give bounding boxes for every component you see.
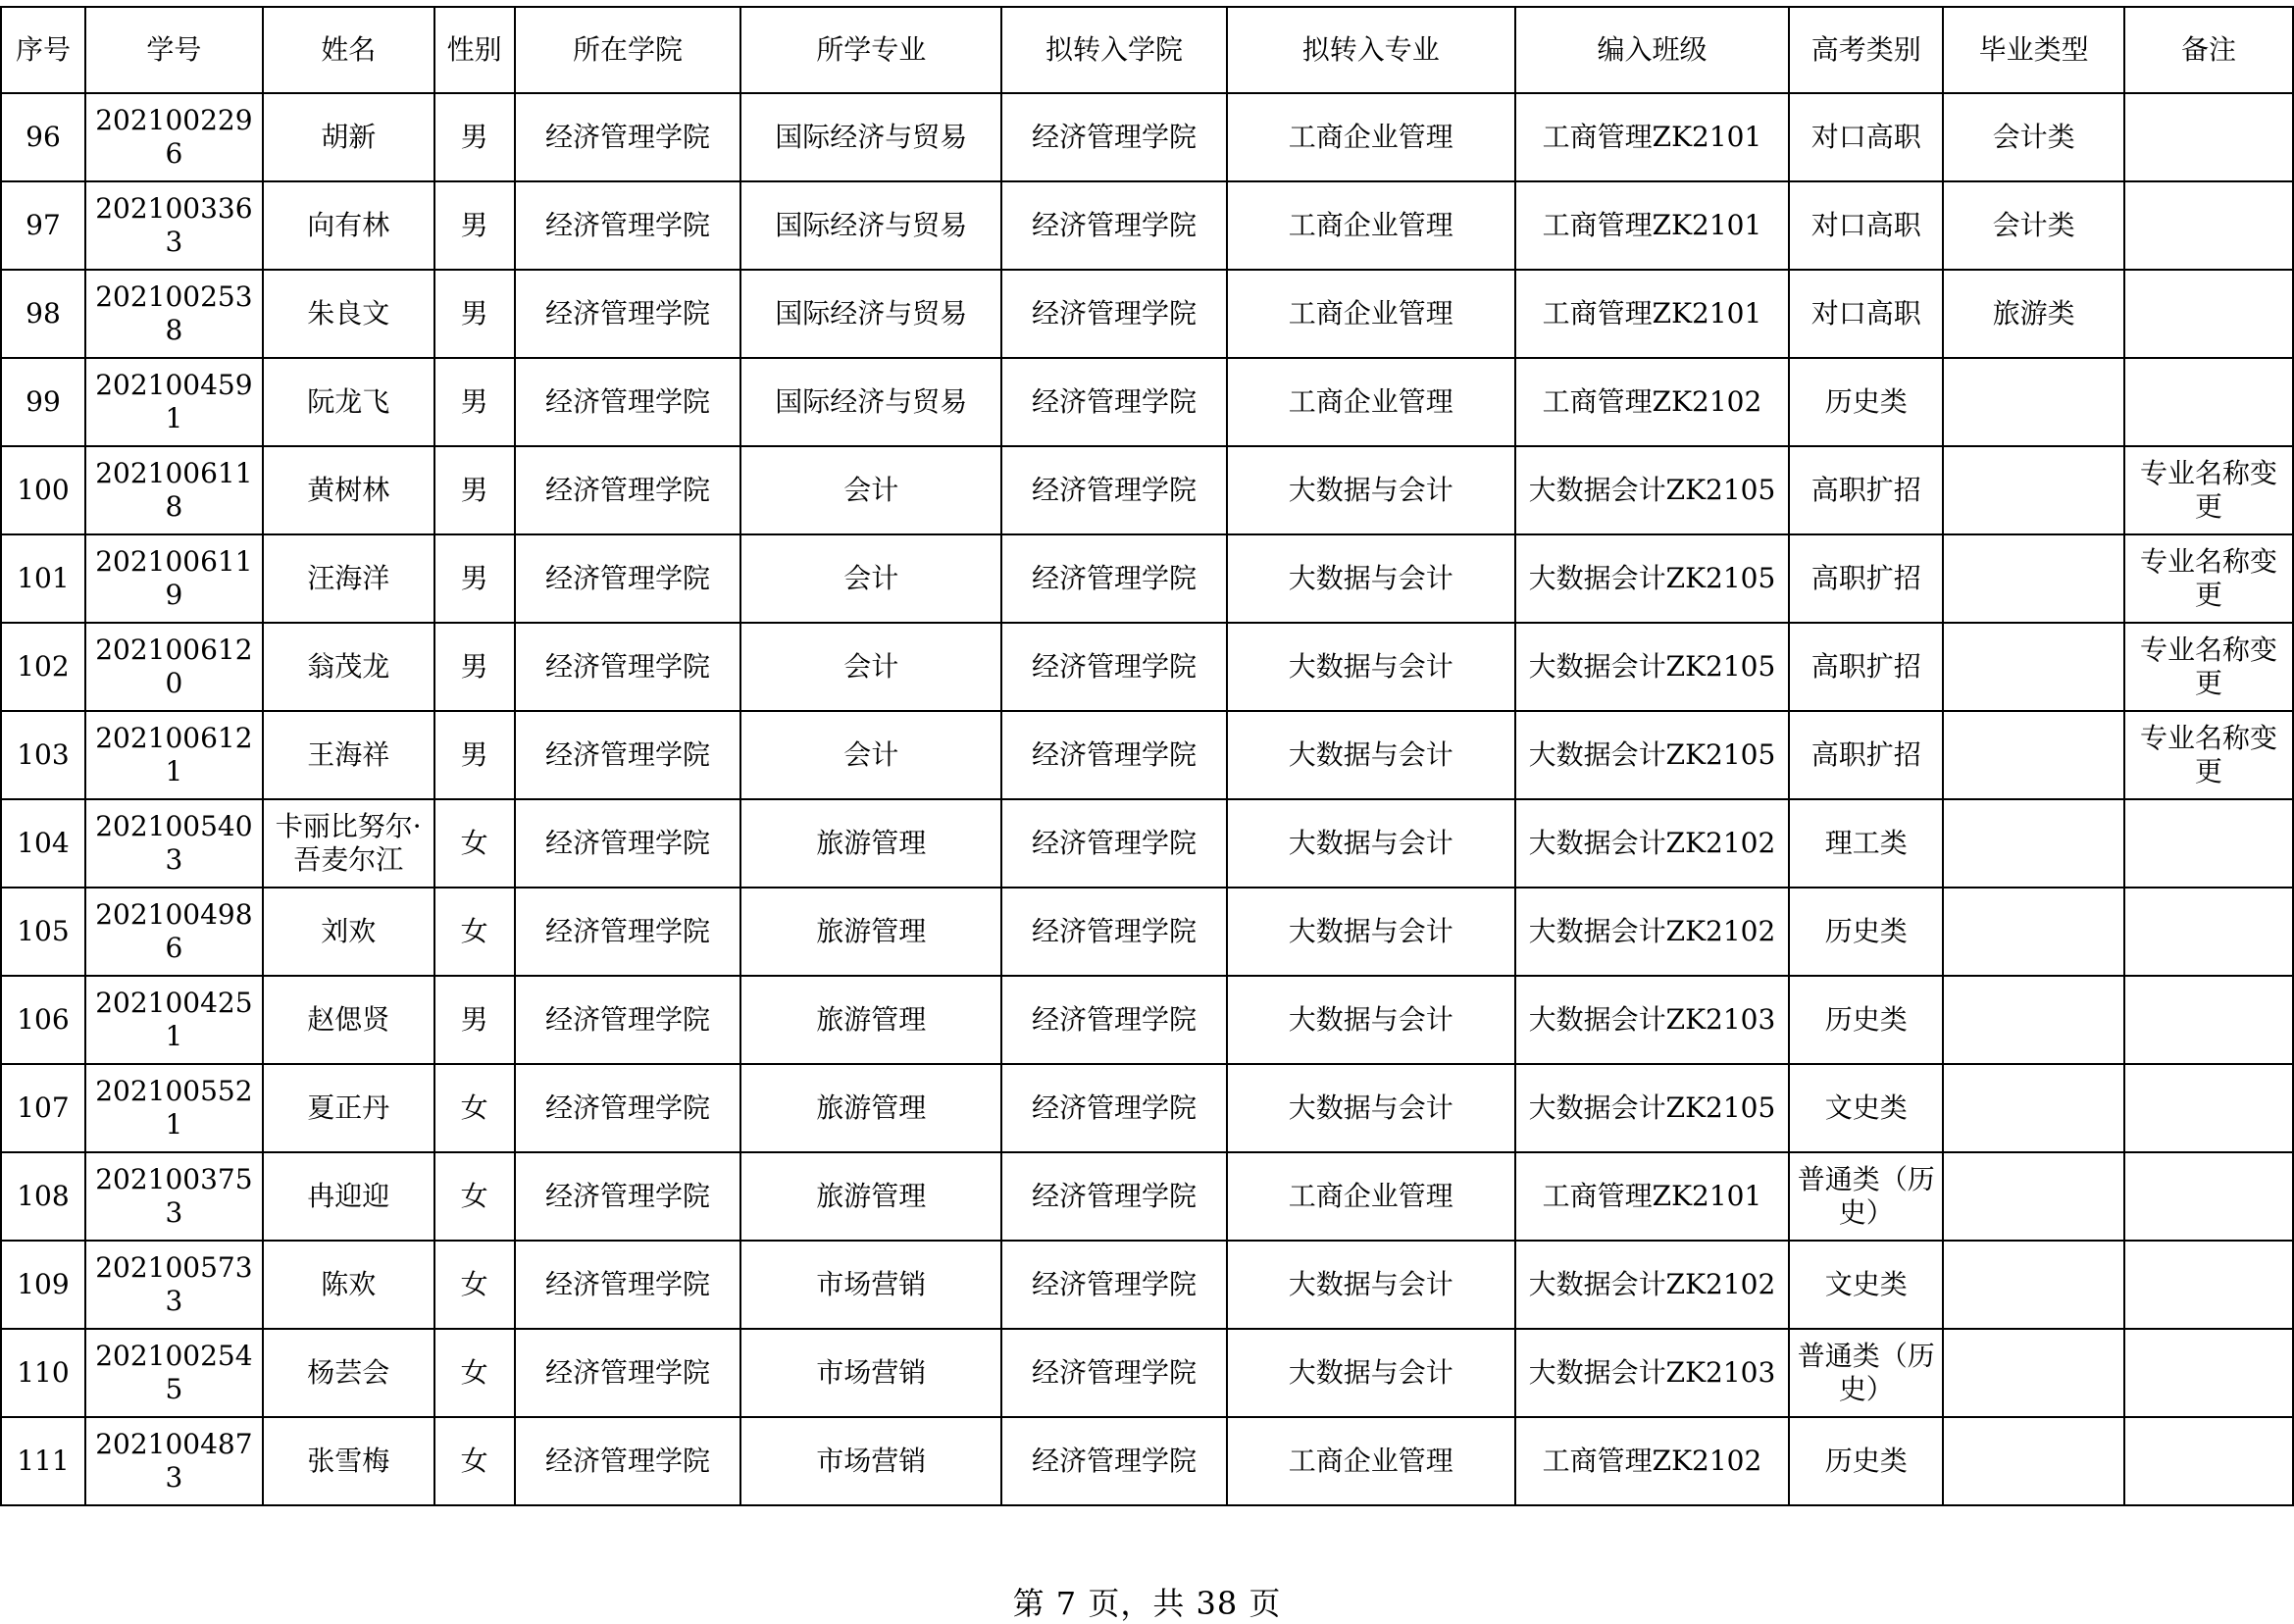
cell-gender: 男 [434, 358, 515, 446]
cell-assigned-class: 大数据会计ZK2105 [1515, 534, 1790, 623]
cell-index: 101 [1, 534, 85, 623]
header-cell-target-college: 拟转入学院 [1001, 7, 1227, 93]
cell-index: 110 [1, 1329, 85, 1417]
cell-target-college: 经济管理学院 [1001, 270, 1227, 358]
cell-index: 97 [1, 181, 85, 270]
cell-gender: 女 [434, 1417, 515, 1505]
cell-current-college: 经济管理学院 [515, 1152, 741, 1241]
cell-student-id: 2021003363 [85, 181, 263, 270]
cell-exam-category: 历史类 [1789, 358, 1943, 446]
cell-target-major: 大数据与会计 [1227, 711, 1515, 799]
cell-target-college: 经济管理学院 [1001, 976, 1227, 1064]
cell-remarks [2124, 799, 2293, 888]
header-cell-gender: 性别 [434, 7, 515, 93]
cell-exam-category: 普通类（历史） [1789, 1152, 1943, 1241]
cell-gender: 男 [434, 270, 515, 358]
cell-name: 刘欢 [263, 888, 434, 976]
table-row [1, 976, 2293, 1064]
cell-index: 109 [1, 1241, 85, 1329]
cell-gender: 女 [434, 888, 515, 976]
cell-remarks: 专业名称变更 [2124, 446, 2293, 534]
cell-target-major: 大数据与会计 [1227, 976, 1515, 1064]
cell-remarks [2124, 93, 2293, 181]
cell-graduation-type [1943, 623, 2124, 711]
cell-target-major: 大数据与会计 [1227, 799, 1515, 888]
cell-student-id: 2021005403 [85, 799, 263, 888]
cell-index: 104 [1, 799, 85, 888]
cell-current-major: 旅游管理 [740, 1064, 1001, 1152]
cell-student-id: 2021004873 [85, 1417, 263, 1505]
cell-current-major: 旅游管理 [740, 1152, 1001, 1241]
cell-current-major: 会计 [740, 711, 1001, 799]
cell-graduation-type [1943, 1241, 2124, 1329]
cell-assigned-class: 大数据会计ZK2102 [1515, 888, 1790, 976]
cell-current-college: 经济管理学院 [515, 93, 741, 181]
cell-current-college: 经济管理学院 [515, 976, 741, 1064]
cell-name: 朱良文 [263, 270, 434, 358]
cell-assigned-class: 大数据会计ZK2102 [1515, 799, 1790, 888]
cell-graduation-type [1943, 446, 2124, 534]
cell-exam-category: 文史类 [1789, 1241, 1943, 1329]
cell-name: 杨芸会 [263, 1329, 434, 1417]
cell-remarks [2124, 270, 2293, 358]
cell-current-major: 旅游管理 [740, 976, 1001, 1064]
cell-current-major: 国际经济与贸易 [740, 93, 1001, 181]
cell-current-major: 旅游管理 [740, 799, 1001, 888]
cell-gender: 男 [434, 181, 515, 270]
cell-current-college: 经济管理学院 [515, 534, 741, 623]
header-cell-current-college: 所在学院 [515, 7, 741, 93]
cell-assigned-class: 工商管理ZK2101 [1515, 270, 1790, 358]
cell-assigned-class: 工商管理ZK2102 [1515, 358, 1790, 446]
cell-student-id: 2021004591 [85, 358, 263, 446]
cell-graduation-type [1943, 799, 2124, 888]
cell-gender: 女 [434, 1329, 515, 1417]
cell-target-major: 大数据与会计 [1227, 446, 1515, 534]
cell-current-college: 经济管理学院 [515, 1064, 741, 1152]
cell-current-major: 会计 [740, 623, 1001, 711]
cell-gender: 女 [434, 1241, 515, 1329]
cell-target-college: 经济管理学院 [1001, 888, 1227, 976]
cell-assigned-class: 大数据会计ZK2105 [1515, 623, 1790, 711]
cell-graduation-type: 会计类 [1943, 181, 2124, 270]
cell-exam-category: 普通类（历史） [1789, 1329, 1943, 1417]
cell-target-major: 工商企业管理 [1227, 270, 1515, 358]
cell-target-college: 经济管理学院 [1001, 93, 1227, 181]
cell-name: 胡新 [263, 93, 434, 181]
cell-current-major: 市场营销 [740, 1329, 1001, 1417]
cell-graduation-type [1943, 534, 2124, 623]
table-row [1, 358, 2293, 446]
cell-exam-category: 对口高职 [1789, 270, 1943, 358]
table-row [1, 1064, 2293, 1152]
cell-name: 王海祥 [263, 711, 434, 799]
table-row [1, 888, 2293, 976]
cell-student-id: 2021002538 [85, 270, 263, 358]
cell-student-id: 2021006120 [85, 623, 263, 711]
cell-gender: 女 [434, 1064, 515, 1152]
cell-name: 陈欢 [263, 1241, 434, 1329]
cell-name: 张雪梅 [263, 1417, 434, 1505]
header-cell-current-major: 所学专业 [740, 7, 1001, 93]
cell-target-major: 大数据与会计 [1227, 1064, 1515, 1152]
cell-student-id: 2021006118 [85, 446, 263, 534]
cell-remarks [2124, 181, 2293, 270]
table-row [1, 711, 2293, 799]
cell-target-college: 经济管理学院 [1001, 799, 1227, 888]
table-row [1, 623, 2293, 711]
cell-current-college: 经济管理学院 [515, 799, 741, 888]
cell-gender: 男 [434, 976, 515, 1064]
cell-target-major: 大数据与会计 [1227, 623, 1515, 711]
cell-exam-category: 高职扩招 [1789, 446, 1943, 534]
table-row [1, 270, 2293, 358]
cell-remarks [2124, 1152, 2293, 1241]
cell-exam-category: 历史类 [1789, 888, 1943, 976]
cell-index: 100 [1, 446, 85, 534]
cell-exam-category: 对口高职 [1789, 93, 1943, 181]
cell-graduation-type [1943, 1329, 2124, 1417]
cell-index: 96 [1, 93, 85, 181]
table-row [1, 1152, 2293, 1241]
cell-name: 赵偲贤 [263, 976, 434, 1064]
cell-current-major: 会计 [740, 534, 1001, 623]
table-row [1, 799, 2293, 888]
table-row [1, 1241, 2293, 1329]
header-cell-target-major: 拟转入专业 [1227, 7, 1515, 93]
cell-current-major: 国际经济与贸易 [740, 270, 1001, 358]
cell-student-id: 2021006121 [85, 711, 263, 799]
cell-exam-category: 高职扩招 [1789, 534, 1943, 623]
cell-student-id: 2021002296 [85, 93, 263, 181]
cell-target-major: 大数据与会计 [1227, 888, 1515, 976]
cell-exam-category: 理工类 [1789, 799, 1943, 888]
cell-student-id: 2021003753 [85, 1152, 263, 1241]
cell-target-college: 经济管理学院 [1001, 1417, 1227, 1505]
cell-current-major: 旅游管理 [740, 888, 1001, 976]
cell-current-major: 会计 [740, 446, 1001, 534]
header-cell-student-id: 学号 [85, 7, 263, 93]
cell-name: 向有林 [263, 181, 434, 270]
cell-target-college: 经济管理学院 [1001, 181, 1227, 270]
cell-assigned-class: 大数据会计ZK2105 [1515, 1064, 1790, 1152]
cell-index: 107 [1, 1064, 85, 1152]
cell-current-college: 经济管理学院 [515, 1417, 741, 1505]
cell-remarks [2124, 1241, 2293, 1329]
cell-exam-category: 历史类 [1789, 1417, 1943, 1505]
cell-gender: 男 [434, 534, 515, 623]
cell-remarks [2124, 888, 2293, 976]
cell-gender: 男 [434, 623, 515, 711]
cell-graduation-type [1943, 1417, 2124, 1505]
header-cell-index: 序号 [1, 7, 85, 93]
header-cell-exam-category: 高考类别 [1789, 7, 1943, 93]
cell-exam-category: 高职扩招 [1789, 711, 1943, 799]
cell-target-college: 经济管理学院 [1001, 1241, 1227, 1329]
table-body [1, 93, 2293, 1505]
cell-assigned-class: 大数据会计ZK2105 [1515, 711, 1790, 799]
cell-graduation-type [1943, 1152, 2124, 1241]
cell-assigned-class: 大数据会计ZK2102 [1515, 1241, 1790, 1329]
cell-index: 98 [1, 270, 85, 358]
cell-index: 111 [1, 1417, 85, 1505]
cell-student-id: 2021002545 [85, 1329, 263, 1417]
cell-student-id: 2021006119 [85, 534, 263, 623]
cell-gender: 男 [434, 711, 515, 799]
header-cell-graduation-type: 毕业类型 [1943, 7, 2124, 93]
cell-target-major: 工商企业管理 [1227, 358, 1515, 446]
table-row [1, 1329, 2293, 1417]
cell-gender: 女 [434, 799, 515, 888]
cell-graduation-type: 旅游类 [1943, 270, 2124, 358]
cell-remarks [2124, 976, 2293, 1064]
table-header-row [1, 7, 2293, 93]
cell-name: 夏正丹 [263, 1064, 434, 1152]
cell-target-major: 大数据与会计 [1227, 1241, 1515, 1329]
cell-target-major: 工商企业管理 [1227, 93, 1515, 181]
cell-target-college: 经济管理学院 [1001, 1329, 1227, 1417]
cell-current-major: 国际经济与贸易 [740, 181, 1001, 270]
cell-student-id: 2021005521 [85, 1064, 263, 1152]
cell-exam-category: 历史类 [1789, 976, 1943, 1064]
cell-current-college: 经济管理学院 [515, 888, 741, 976]
cell-index: 103 [1, 711, 85, 799]
cell-assigned-class: 工商管理ZK2101 [1515, 181, 1790, 270]
page-number: 第 7 页，共 38 页 [1012, 1585, 1282, 1622]
cell-assigned-class: 工商管理ZK2101 [1515, 1152, 1790, 1241]
cell-name: 冉迎迎 [263, 1152, 434, 1241]
cell-target-major: 大数据与会计 [1227, 1329, 1515, 1417]
table-row [1, 1417, 2293, 1505]
cell-gender: 男 [434, 93, 515, 181]
cell-target-major: 大数据与会计 [1227, 534, 1515, 623]
cell-graduation-type [1943, 358, 2124, 446]
cell-remarks: 专业名称变更 [2124, 534, 2293, 623]
cell-exam-category: 高职扩招 [1789, 623, 1943, 711]
cell-remarks [2124, 1417, 2293, 1505]
cell-remarks [2124, 1329, 2293, 1417]
cell-current-college: 经济管理学院 [515, 358, 741, 446]
cell-assigned-class: 大数据会计ZK2103 [1515, 1329, 1790, 1417]
header-cell-assigned-class: 编入班级 [1515, 7, 1790, 93]
cell-remarks: 专业名称变更 [2124, 711, 2293, 799]
cell-name: 阮龙飞 [263, 358, 434, 446]
cell-graduation-type [1943, 888, 2124, 976]
cell-remarks: 专业名称变更 [2124, 623, 2293, 711]
cell-current-college: 经济管理学院 [515, 181, 741, 270]
cell-current-college: 经济管理学院 [515, 623, 741, 711]
cell-assigned-class: 大数据会计ZK2103 [1515, 976, 1790, 1064]
cell-gender: 女 [434, 1152, 515, 1241]
table-row [1, 181, 2293, 270]
cell-gender: 男 [434, 446, 515, 534]
cell-graduation-type [1943, 1064, 2124, 1152]
cell-name: 卡丽比努尔·吾麦尔江 [263, 799, 434, 888]
cell-assigned-class: 大数据会计ZK2105 [1515, 446, 1790, 534]
cell-target-college: 经济管理学院 [1001, 534, 1227, 623]
header-cell-name: 姓名 [263, 7, 434, 93]
cell-graduation-type: 会计类 [1943, 93, 2124, 181]
cell-current-college: 经济管理学院 [515, 1329, 741, 1417]
cell-student-id: 2021004986 [85, 888, 263, 976]
header-cell-remarks: 备注 [2124, 7, 2293, 93]
student-transfer-table [0, 6, 2294, 1506]
cell-target-college: 经济管理学院 [1001, 711, 1227, 799]
cell-index: 99 [1, 358, 85, 446]
cell-current-college: 经济管理学院 [515, 270, 741, 358]
cell-target-college: 经济管理学院 [1001, 1152, 1227, 1241]
cell-assigned-class: 工商管理ZK2101 [1515, 93, 1790, 181]
cell-target-college: 经济管理学院 [1001, 358, 1227, 446]
table-row [1, 446, 2293, 534]
table-row [1, 534, 2293, 623]
cell-current-major: 国际经济与贸易 [740, 358, 1001, 446]
cell-current-major: 市场营销 [740, 1241, 1001, 1329]
cell-index: 105 [1, 888, 85, 976]
cell-assigned-class: 工商管理ZK2102 [1515, 1417, 1790, 1505]
cell-graduation-type [1943, 976, 2124, 1064]
cell-remarks [2124, 1064, 2293, 1152]
cell-remarks [2124, 358, 2293, 446]
cell-current-college: 经济管理学院 [515, 1241, 741, 1329]
cell-current-college: 经济管理学院 [515, 711, 741, 799]
cell-current-college: 经济管理学院 [515, 446, 741, 534]
cell-target-college: 经济管理学院 [1001, 623, 1227, 711]
cell-name: 黄树林 [263, 446, 434, 534]
cell-target-major: 工商企业管理 [1227, 181, 1515, 270]
cell-target-college: 经济管理学院 [1001, 446, 1227, 534]
cell-exam-category: 对口高职 [1789, 181, 1943, 270]
cell-exam-category: 文史类 [1789, 1064, 1943, 1152]
cell-index: 108 [1, 1152, 85, 1241]
table-row [1, 93, 2293, 181]
cell-current-major: 市场营销 [740, 1417, 1001, 1505]
cell-target-college: 经济管理学院 [1001, 1064, 1227, 1152]
cell-student-id: 2021005733 [85, 1241, 263, 1329]
cell-graduation-type [1943, 711, 2124, 799]
cell-target-major: 工商企业管理 [1227, 1152, 1515, 1241]
cell-target-major: 工商企业管理 [1227, 1417, 1515, 1505]
cell-student-id: 2021004251 [85, 976, 263, 1064]
cell-name: 汪海洋 [263, 534, 434, 623]
cell-name: 翁茂龙 [263, 623, 434, 711]
cell-index: 106 [1, 976, 85, 1064]
cell-index: 102 [1, 623, 85, 711]
